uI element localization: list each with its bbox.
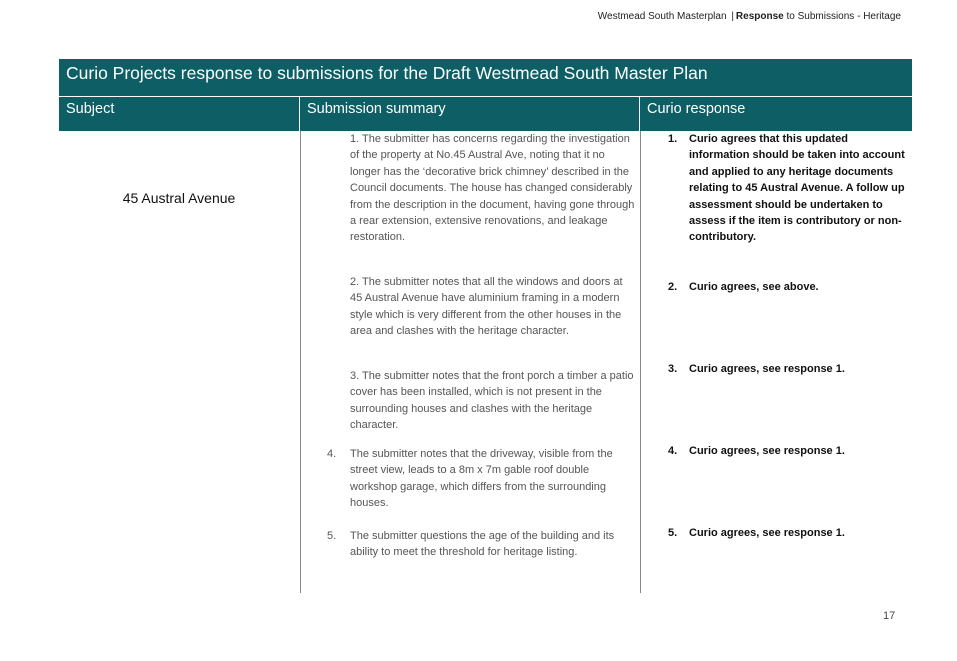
summary-item-text: 3. The submitter notes that the front porch a timber a patio cover has been installed, which is not present in the surrounding houses and clashes with the heritage character. bbox=[350, 370, 634, 432]
column-divider bbox=[640, 131, 641, 593]
response-item-number: 5. bbox=[668, 527, 678, 539]
summary-item-text: 1. The submitter has concerns regarding the investigation of the property at No.45 Austral Ave, noting that it no longer has the ‘decorative brick chimney’ described in the Council documents. The house has changed considerably from the description in the document, having gone through a rear extension, extensive renovations, and leakage restoration. bbox=[350, 133, 635, 244]
running-header bbox=[598, 11, 901, 22]
summary-item bbox=[350, 368, 635, 434]
summary-item-text: The submitter notes that the driveway, visible from the street view, leads to a 8m x 7m gable roof double workshop garage, which differs from the surrounding houses. bbox=[350, 448, 613, 510]
response-item bbox=[668, 525, 910, 541]
response-item bbox=[668, 361, 910, 377]
summary-item-number: 3. bbox=[350, 370, 360, 382]
column-header-curio-response: Curio response bbox=[640, 97, 912, 131]
response-item bbox=[668, 443, 910, 459]
summary-item bbox=[350, 274, 635, 340]
running-header-doc-title: Westmead South Masterplan bbox=[597, 11, 727, 22]
response-item-number: 4. bbox=[668, 445, 678, 457]
summary-item-number: 4. bbox=[327, 448, 337, 460]
response-item bbox=[668, 131, 910, 246]
column-header-subject: Subject bbox=[59, 97, 299, 131]
subject-cell: 45 Austral Avenue bbox=[122, 190, 236, 206]
running-header-section: to Submissions - Heritage bbox=[783, 11, 901, 22]
response-item-text: Curio agrees, see response 1. bbox=[689, 445, 845, 457]
response-item-text: Curio agrees, see above. bbox=[689, 281, 819, 293]
summary-item bbox=[350, 131, 635, 246]
summary-item-text: 2. The submitter notes that all the windows and doors at 45 Austral Avenue have aluminium framing in a modern style which is very different from the other houses in the area and clashes with the heritage character. bbox=[350, 276, 623, 338]
summary-item-text: The submitter questions the age of the building and its ability to meet the threshold for heritage listing. bbox=[350, 530, 615, 559]
response-item-text: Curio agrees that this updated information should be taken into account and applied to any heritage documents relating to 45 Austral Avenue. A follow up assessment should be undertaken to assess if the item is contributory or non-contributory. bbox=[689, 133, 905, 244]
summary-item-number: 2. bbox=[350, 276, 360, 288]
column-header-submission-summary: Submission summary bbox=[300, 97, 639, 131]
summary-item bbox=[327, 528, 635, 561]
response-item-number: 2. bbox=[668, 281, 678, 293]
summary-item-number: 1. bbox=[350, 133, 360, 145]
page-number: 17 bbox=[883, 610, 896, 622]
column-divider bbox=[300, 131, 301, 593]
response-item-number: 1. bbox=[668, 133, 678, 145]
response-item bbox=[668, 279, 910, 295]
running-header-separator: | bbox=[731, 11, 734, 22]
table-title: Curio Projects response to submissions for the Draft Westmead South Master Plan bbox=[59, 59, 912, 96]
response-item-number: 3. bbox=[668, 363, 678, 375]
response-item-text: Curio agrees, see response 1. bbox=[689, 363, 845, 375]
running-header-bold: Response bbox=[735, 11, 784, 22]
response-item-text: Curio agrees, see response 1. bbox=[689, 527, 845, 539]
summary-item-number: 5. bbox=[327, 530, 337, 542]
summary-item bbox=[327, 446, 635, 512]
